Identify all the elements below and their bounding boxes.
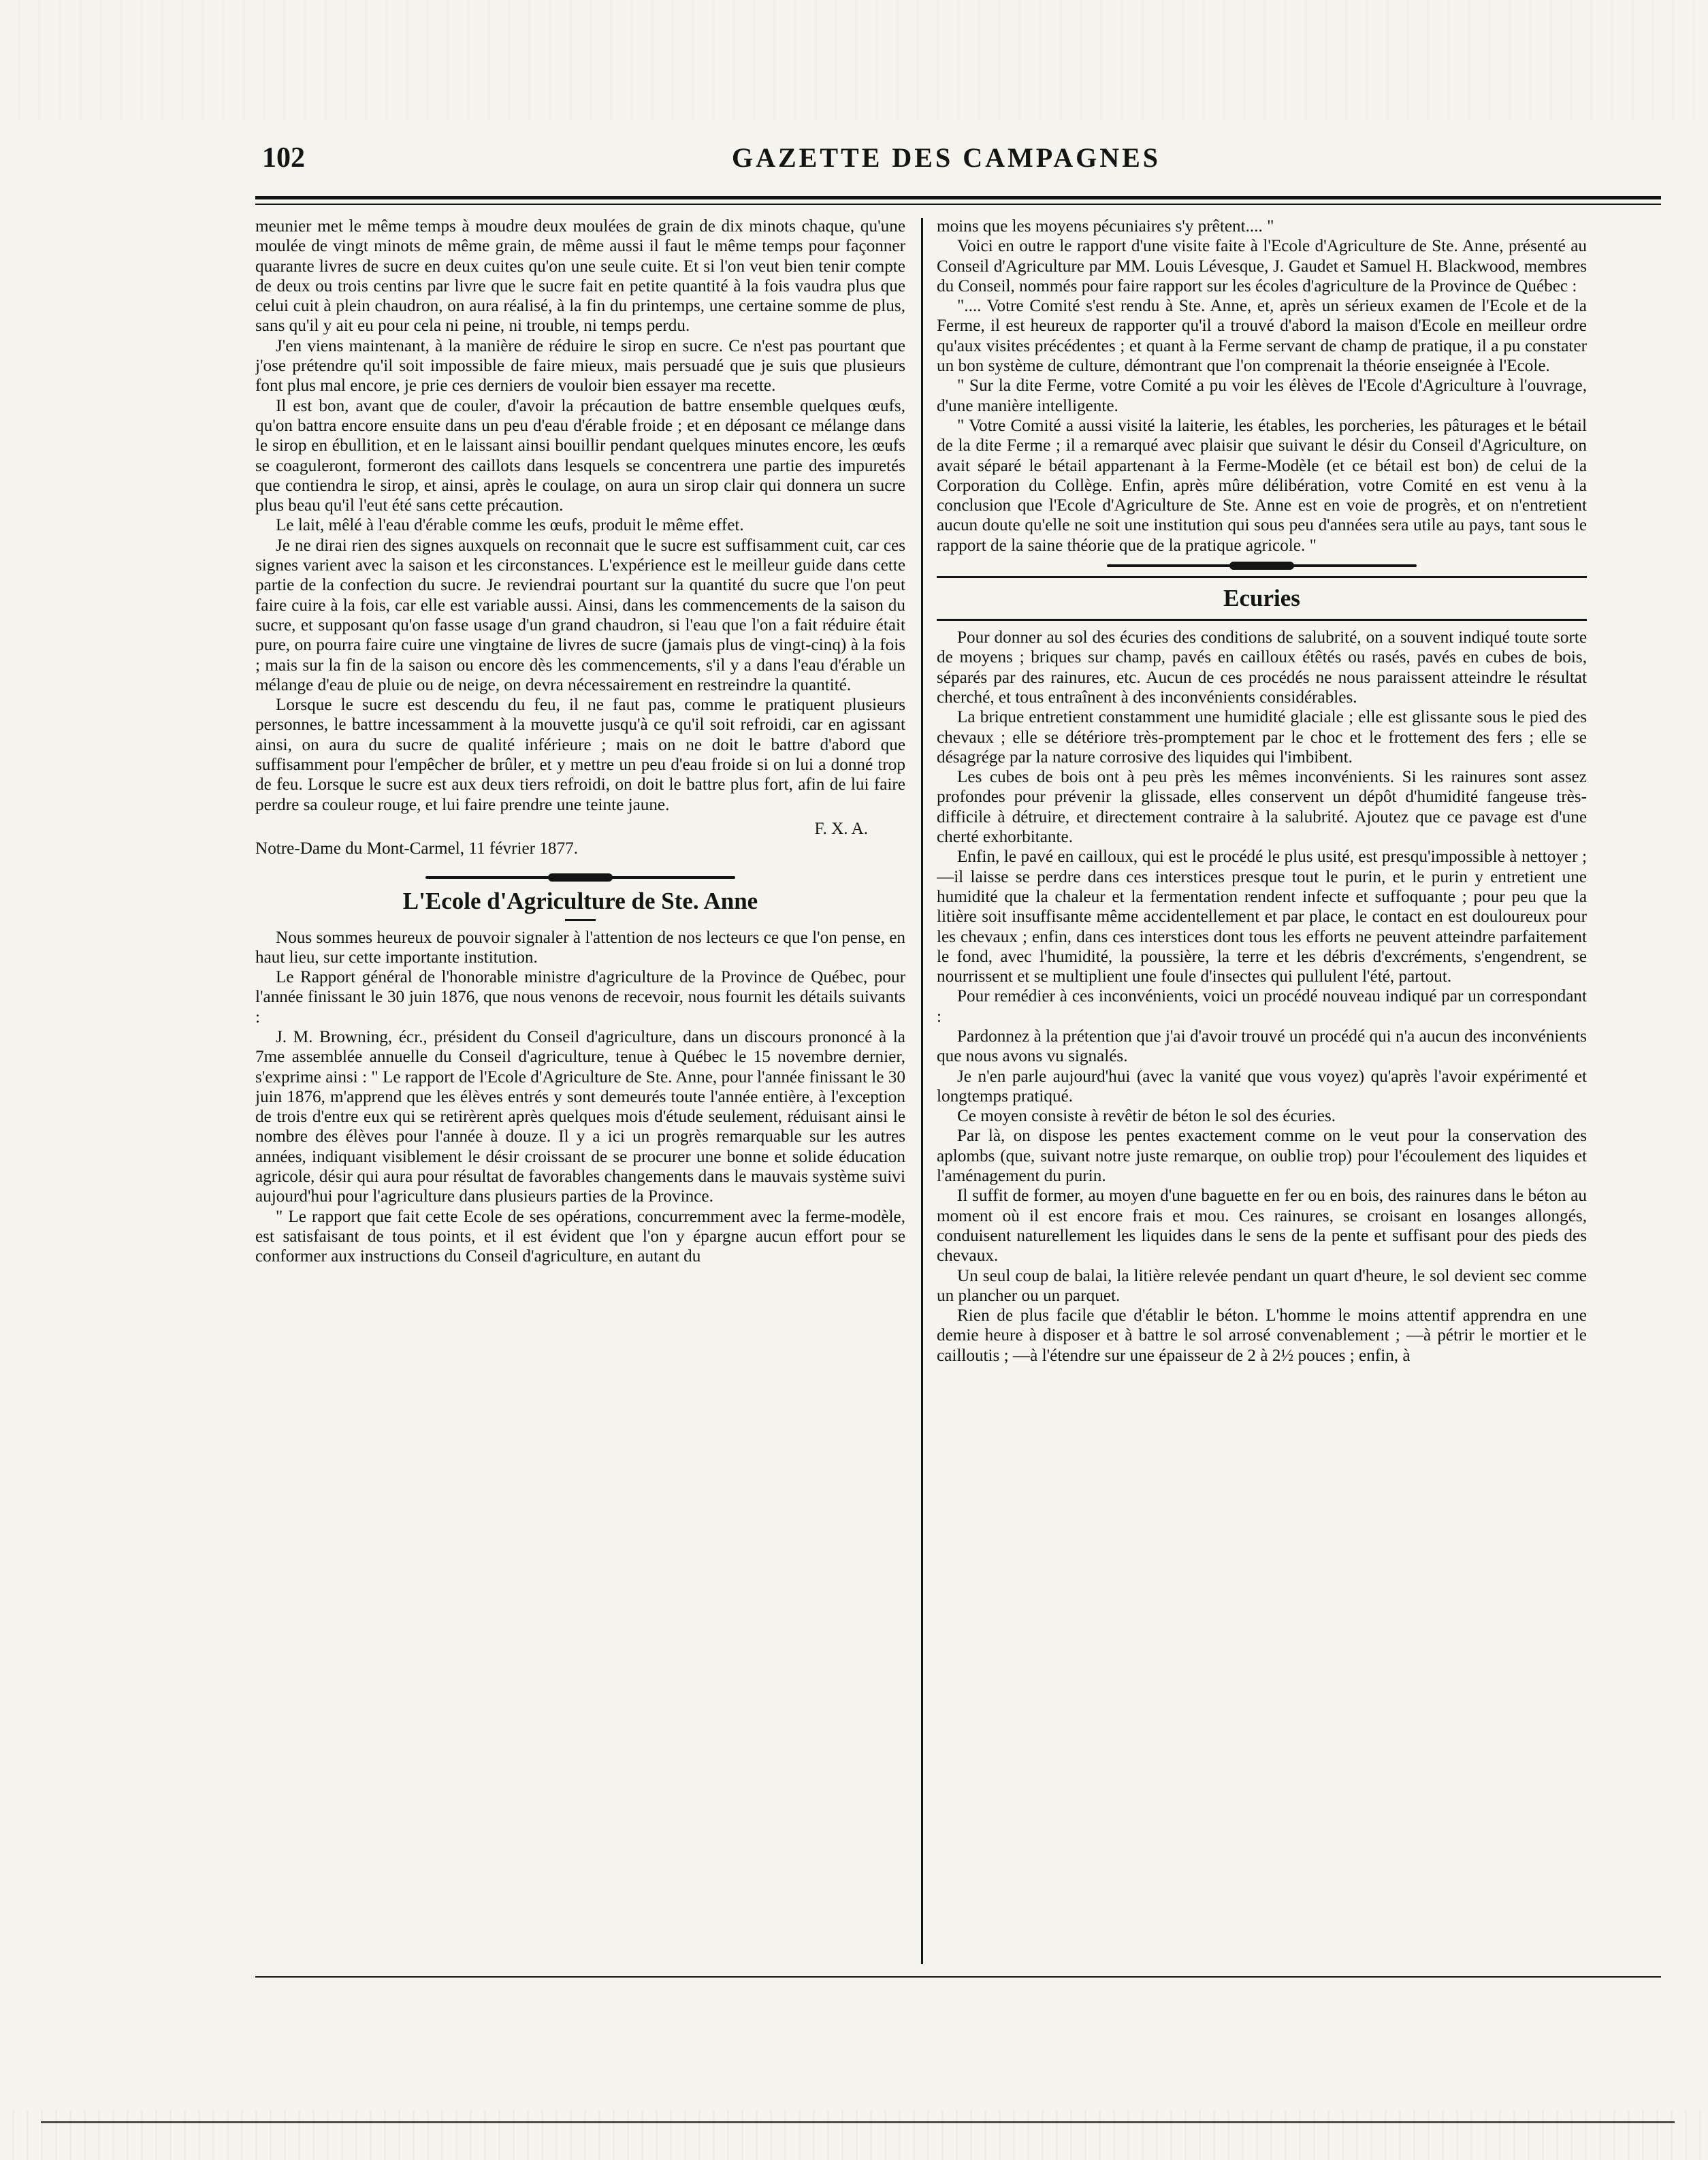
bottom-edge-rule	[41, 2121, 1675, 2123]
column-divider	[921, 218, 923, 1964]
header-rule-thick	[255, 196, 1661, 199]
paragraph: Voici en outre le rapport d'une visite faite à l'Ecole d'Agriculture de Ste. Anne, présenté au Conseil d'Agriculture par MM. Louis Lévesque, J. Gaudet et Samuel H. Blackwood, membres du Conseil, nommés pour faire rapport sur les écoles d'agriculture de la Province de Québec :	[937, 237, 1587, 295]
ecuries-heading-box	[937, 576, 1587, 621]
paragraph: " Le rapport que fait cette Ecole de ses opérations, concurremment avec la ferme-modèle, est satisfaisant de tous points, et il est évident que l'on y épargne aucun effort pour se conformer aux instructions du Conseil d'agriculture, en autant du	[255, 1207, 905, 1266]
paragraph: Ce moyen consiste à revêtir de béton le sol des écuries.	[957, 1107, 1336, 1126]
paragraph: Nous sommes heureux de pouvoir signaler à l'attention de nos lecteurs ce que l'on pense, en haut lieu, sur cette importante institution.	[255, 928, 905, 967]
paragraph: La brique entretient constamment une humidité glaciale ; elle est glissante sous le pied des chevaux ; elle se détériore très-promptement par le choc et le frottement des fers ; elle se désagrége par la nature corrosive des liquides qui l'imbibent.	[937, 708, 1587, 767]
page-header	[255, 136, 1661, 177]
paragraph: " Sur la dite Ferme, votre Comité a pu voir les élèves de l'Ecole d'Agriculture à l'ouvrage, d'une manière intelligente.	[937, 376, 1587, 415]
footer-rule	[255, 1976, 1661, 1978]
paragraph: Il est bon, avant que de couler, d'avoir la précaution de battre ensemble quelques œufs, qu'on battra encore ensuite dans un peu d'eau d'érable froide ; et en déposant ce mélange dans le sirop en ébullition, et en le laissant ainsi bouillir pendant quelques minutes encore, les œufs se coaguleront, formeront des caillots dans lesquels se concentrera une partie des impuretés que contiendra le sirop, et ainsi, après le coulage, on aura un sirop clair qui donnera un sucre plus beau qu'il l'eut été sans cette précaution.	[255, 396, 905, 515]
paragraph: Enfin, le pavé en cailloux, qui est le procédé le plus usité, est presqu'impossible à nettoyer ; —il laisse se perdre dans ces interstices presque tout le purin, et le purin y entretient une humidité que la chaleur et la fermentation rendent infecte et suffoquante ; pour peu que la litière soit insuffisante même accidentellement et par place, le contact en est douloureux pour les chevaux ; enfin, dans ces interstices dont tous les efforts ne peuvent atteindre parfaitement le fond, avec l'humidité, la poussière, la terre et les débris d'excréments, s'engendrent, se nourrissent et se multiplient une foule d'insectes qui pullulent l'été, partout.	[937, 848, 1587, 986]
running-title: GAZETTE DES CAMPAGNES	[732, 142, 1161, 173]
paragraph: ".... Votre Comité s'est rendu à Ste. Anne, et, après un sérieux examen de l'Ecole et de la Ferme, il est heureux de rapporter qu'il a trouvé d'abord la maison d'Ecole en meilleur ordre qu'aux visites précédentes ; et quant à la Ferme servant de champ de pratique, il a pu constater un bon système de culture, démontrant que l'on comprenait la théorie enseignée à l'Ecole.	[937, 297, 1587, 376]
section-ornament	[255, 871, 905, 884]
header-rule-thin	[255, 204, 1661, 205]
paragraph: Je ne dirai rien des signes auxquels on reconnait que le sucre est suffisamment cuit, car ces signes varient avec la saison et les circonstances. L'expérience est le meilleur guide dans cette partie de la confection du sucre. Je reviendrai pourtant sur la quantité du sucre que l'on peut faire cuire à la fois, car elle est variable aussi. Ainsi, dans les commencements de la saison du sucre, et supposant qu'on fasse usage d'un grand chaudron, si l'eau que l'on a fait réduire était pure, on pourra faire cuire une vingtaine de livres de sucre (jamais plus de vingt-cinq) à la fois ; mais sur la fin de la saison ou encore dès les commencements, s'il y a dans l'eau d'érable un mélange d'eau de pluie ou de neige, on devra nécessairement en restreindre la quantité.	[255, 536, 905, 694]
scan-noise-bottom	[0, 2110, 1708, 2160]
paragraph: Pardonnez à la prétention que j'ai d'avoir trouvé un procédé qui n'a aucun des inconvénients que nous avons vu signalés.	[937, 1027, 1587, 1066]
title-dash	[565, 919, 596, 921]
signature: F. X. A.	[814, 819, 868, 838]
paragraph: Rien de plus facile que d'établir le béton. L'homme le moins attentif apprendra en une demie heure à disposer et à battre le sol arrosé convenablement ; —à pétrir le mortier et le cailloutis ; —à l'étendre sur une épaisseur de 2 à 2½ pouces ; enfin, à	[937, 1306, 1587, 1365]
paragraph: moins que les moyens pécuniaires s'y prêtent.... "	[937, 217, 1274, 236]
left-column	[255, 216, 905, 1973]
paragraph: Le lait, mêlé à l'eau d'érable comme les œufs, produit le même effet.	[276, 516, 744, 535]
paragraph: J'en viens maintenant, à la manière de réduire le sirop en sucre. Ce n'est pas pourtant que j'ose prétendre qu'il soit impossible de faire mieux, mais persuadé que je suis que plusieurs font plus mal encore, je prie ces derniers de vouloir bien essayer ma recette.	[255, 336, 905, 396]
paragraph: Par là, on dispose les pentes exactement comme on le veut pour la conservation des aplombs (que, suivant notre juste remarque, on oublie trop) pour l'écoulement des liquides et l'aménagement du purin.	[937, 1127, 1587, 1186]
article-title: L'Ecole d'Agriculture de Ste. Anne	[402, 887, 758, 914]
paragraph: meunier met le même temps à moudre deux moulées de grain de dix minots chaque, qu'une moulée de vingt minots de même grain, de même aussi il faut le même temps pour façonner quarante livres de sucre en deux cuites qu'on une seule cuite. Et si l'on veut bien tenir compte de deux ou trois centins par livre que le sucre fait en petite quantité à la fois vaudra plus que celui cuit à plein chaudron, on aura réalisé, à la fin du printemps, une certaine somme de plus, sans qu'il y ait eu pour cela ni peine, ni trouble, ni temps perdu.	[255, 217, 905, 336]
paragraph: Lorsque le sucre est descendu du feu, il ne faut pas, comme le pratiquent plusieurs personnes, le battre incessamment à la mouvette jusqu'à ce qu'il soit refroidi, car en agissant ainsi, on aura du sucre de qualité inférieure ; mais on ne doit le battre d'abord que suffisamment pour l'empêcher de brûler, et y mettre un peu d'eau froide si on lui a donné trop de feu. Lorsque le sucre est aux deux tiers refroidi, on doit le battre plus fort, afin de lui faire perdre sa couleur rouge, et lui faire prendre une teinte jaune.	[255, 696, 905, 814]
paragraph: " Votre Comité a aussi visité la laiterie, les étables, les porcheries, les pâturages et le bétail de la dite Ferme ; il a remarqué avec plaisir que suivant le désir du Conseil d'Agriculture, on avait séparé le bétail appartenant à la Ferme-Modèle (et ce bétail est bon) de celui de la Corporation du Collège. Enfin, après mûre délibération, votre Comité en est venu à la conclusion que l'Ecole d'Agriculture de Ste. Anne est en voie de progrès, et on n'entretient aucun doute qu'elle ne soit une institution qui sous peu d'années sera utile au pays, tant sous le rapport de la saine théorie que de la pratique agricole. "	[937, 416, 1587, 555]
paragraph: Pour remédier à ces inconvénients, voici un procédé nouveau indiqué par un correspondant :	[937, 987, 1587, 1026]
paragraph: Je n'en parle aujourd'hui (avec la vanité que vous voyez) qu'après l'avoir expérimenté et longtemps pratiqué.	[937, 1067, 1587, 1106]
paragraph: Les cubes de bois ont à peu près les mêmes inconvénients. Si les rainures sont assez profondes pour prévenir la glissade, elles conservent un dépôt d'humidité fangeuse très-difficile à détruire, et directement contraire à la salubrité. Ajoutez que ce pavage est d'une cherté exhorbitante.	[937, 768, 1587, 847]
paragraph: Un seul coup de balai, la litière relevée pendant un quart d'heure, le sol devient sec comme un plancher ou un parquet.	[937, 1266, 1587, 1305]
section-ornament	[937, 560, 1587, 572]
paragraph: Il suffit de former, au moyen d'une baguette en fer ou en bois, des rainures dans le béton au moment où il est encore frais et mou. Ces rainures, se croisant en losanges allongés, conduisent naturellement les liquides dans le sens de la pente et suffisant pour des pieds des chevaux.	[937, 1187, 1587, 1266]
section-title-ecuries: Ecuries	[1223, 585, 1300, 612]
paragraph: J. M. Browning, écr., président du Conseil d'agriculture, dans un discours prononcé à la 7me assemblée annuelle du Conseil d'agriculture, tenue à Québec le 15 novembre dernier, s'exprime ainsi : " Le rapport de l'Ecole d'Agriculture de Ste. Anne, pour l'année finissant le 30 juin 1876, m'apprend que les élèves entrés y sont demeurés toute l'année entière, à l'exception de trois d'entre eux qui se retirèrent après quelques mois d'étude seulement, réduisant ainsi le nombre des élèves pour l'année à douze. Il y a ici un progrès remarquable sur les autres années, indiquant visiblement le désir croissant de se procurer une bonne et solide éducation agricole, désir qui aura pour résultat de favorables changements dans le mauvais système suivi aujourd'hui pour l'agriculture dans plusieurs parties de la Province.	[255, 1027, 905, 1206]
right-column	[937, 216, 1587, 1973]
paragraph: Le Rapport général de l'honorable ministre d'agriculture de la Province de Québec, pour l'année finissant le 30 juin 1876, que nous venons de recevoir, nous fournit les détails suivants :	[255, 968, 905, 1027]
scan-noise-top	[0, 0, 1708, 119]
place-date: Notre-Dame du Mont-Carmel, 11 février 1877.	[255, 839, 578, 858]
paragraph: Pour donner au sol des écuries des conditions de salubrité, on a souvent indiqué toute sorte de moyens ; briques sur champ, pavés en cailloux étêtés ou rasés, pavés en cubes de bois, séparés par des rainures, etc. Aucun de ces procédés ne nous paraissent atteindre le résultat cherché, et tous entraînent à des inconvénients considérables.	[937, 628, 1587, 707]
page-number: 102	[262, 142, 305, 174]
